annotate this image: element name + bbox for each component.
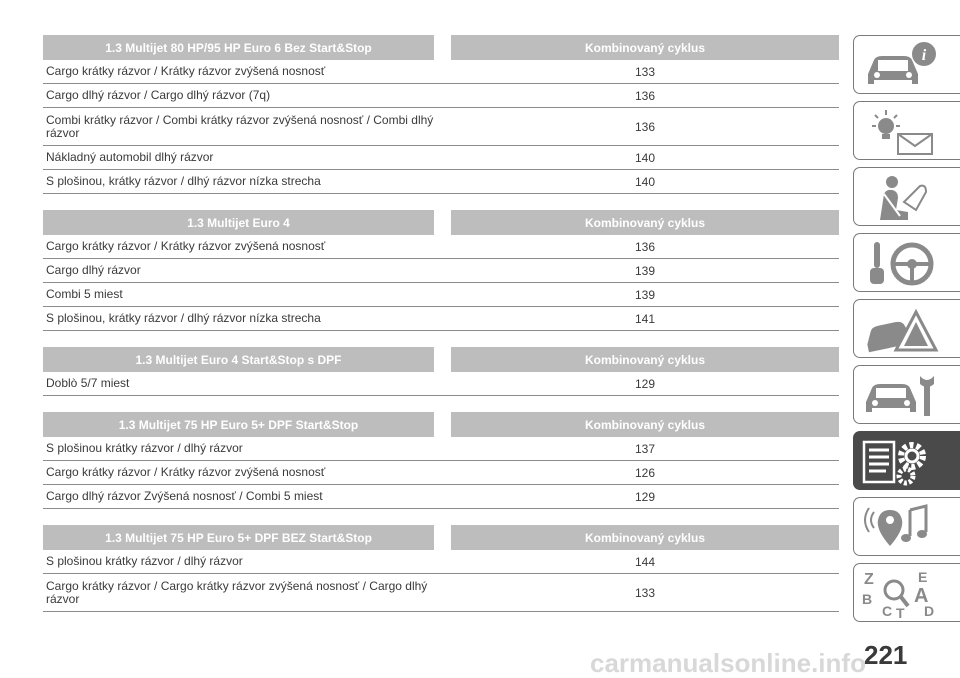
index-letter-b: B bbox=[862, 591, 873, 607]
row-label: S plošinou, krátky rázvor / dlhý rázvor nízka strecha bbox=[46, 311, 321, 325]
row-label: Doblò 5/7 miest bbox=[46, 376, 130, 390]
index-letter-c: C bbox=[882, 603, 893, 619]
table-header bbox=[43, 412, 839, 437]
tab-emergency[interactable] bbox=[853, 299, 960, 358]
row-label: S plošinou krátky rázvor / dlhý rázvor bbox=[46, 554, 243, 568]
tab-car-info[interactable] bbox=[853, 35, 960, 94]
emissions-table bbox=[43, 347, 839, 396]
table-header bbox=[43, 525, 839, 550]
tab-service[interactable] bbox=[853, 365, 960, 424]
table-row bbox=[43, 283, 839, 307]
row-value: 139 bbox=[634, 263, 656, 278]
technical-data-tables bbox=[43, 35, 839, 628]
index-letter-d: D bbox=[924, 603, 935, 619]
row-value: 144 bbox=[634, 554, 656, 569]
table-row bbox=[43, 108, 839, 146]
row-label: Cargo dlhý rázvor bbox=[46, 263, 141, 277]
emissions-table bbox=[43, 525, 839, 612]
table-row bbox=[43, 235, 839, 259]
row-value: 139 bbox=[634, 287, 656, 302]
row-value: 129 bbox=[634, 489, 656, 504]
row-label: Nákladný automobil dlhý rázvor bbox=[46, 150, 214, 164]
row-value: 136 bbox=[634, 88, 656, 103]
table-row bbox=[43, 259, 839, 283]
technical-data-gear-icon bbox=[860, 436, 940, 487]
table-header-engine: 1.3 Multijet Euro 4 Start&Stop s DPF bbox=[43, 347, 434, 372]
table-row bbox=[43, 461, 839, 485]
table-row bbox=[43, 550, 839, 574]
row-label: Cargo krátky rázvor / Krátky rázvor zvýšená nosnosť bbox=[46, 64, 326, 78]
tab-technical-data[interactable] bbox=[853, 431, 960, 490]
tab-safety[interactable] bbox=[853, 167, 960, 226]
row-value: 129 bbox=[634, 376, 656, 391]
page-number: 221 bbox=[864, 640, 908, 670]
seat-airbag-icon bbox=[860, 172, 940, 223]
alphabetical-index-icon bbox=[860, 568, 940, 619]
multimedia-music-icon bbox=[860, 502, 940, 553]
table-row bbox=[43, 170, 839, 194]
tab-warning-lights[interactable] bbox=[853, 101, 960, 160]
row-value: 136 bbox=[634, 119, 656, 134]
table-header-cycle: Kombinovaný cyklus bbox=[451, 210, 839, 235]
svg-text:i: i bbox=[921, 47, 927, 64]
table-header-engine: 1.3 Multijet 75 HP Euro 5+ DPF BEZ Start&Stop bbox=[43, 525, 434, 550]
table-header-cycle: Kombinovaný cyklus bbox=[451, 525, 839, 550]
row-label: Cargo krátky rázvor / Cargo krátky rázvor zvýšená nosnosť / Cargo dlhý rázvor bbox=[46, 578, 428, 606]
row-label: Combi 5 miest bbox=[46, 287, 123, 301]
row-label: Combi krátky rázvor / Combi krátky rázvor zvýšená nosnosť / Combi dlhý rázvor bbox=[46, 112, 434, 140]
warning-light-message-icon bbox=[860, 106, 940, 157]
index-letter-e: E bbox=[918, 569, 928, 585]
table-row bbox=[43, 372, 839, 396]
row-label: Cargo dlhý rázvor / Cargo dlhý rázvor (7q) bbox=[46, 88, 271, 102]
table-row bbox=[43, 60, 839, 84]
row-value: 133 bbox=[634, 64, 656, 79]
index-letter-t: T bbox=[896, 605, 905, 619]
row-label: Cargo krátky rázvor / Krátky rázvor zvýšená nosnosť bbox=[46, 239, 326, 253]
table-header-engine: 1.3 Multijet Euro 4 bbox=[43, 210, 434, 235]
row-value: 137 bbox=[634, 441, 656, 456]
row-value: 126 bbox=[634, 465, 656, 480]
tab-starting-driving[interactable] bbox=[853, 233, 960, 292]
car-service-wrench-icon bbox=[860, 370, 940, 421]
emissions-table bbox=[43, 35, 839, 194]
row-value: 136 bbox=[634, 239, 656, 254]
table-header-cycle: Kombinovaný cyklus bbox=[451, 412, 839, 437]
row-value: 133 bbox=[634, 585, 656, 600]
watermark-text: carmanualsonline.info bbox=[590, 648, 866, 678]
tab-multimedia[interactable] bbox=[853, 497, 960, 556]
row-label: Cargo krátky rázvor / Krátky rázvor zvýšená nosnosť bbox=[46, 465, 326, 479]
table-header bbox=[43, 35, 839, 60]
chapter-tabs bbox=[853, 35, 960, 629]
index-letter-a: A bbox=[914, 585, 929, 607]
table-row bbox=[43, 485, 839, 509]
row-label: S plošinou, krátky rázvor / dlhý rázvor nízka strecha bbox=[46, 174, 321, 188]
table-header-cycle: Kombinovaný cyklus bbox=[451, 347, 839, 372]
emergency-triangle-icon bbox=[860, 304, 940, 355]
table-row bbox=[43, 146, 839, 170]
table-row bbox=[43, 574, 839, 612]
row-label: Cargo dlhý rázvor Zvýšená nosnosť / Combi 5 miest bbox=[46, 489, 323, 503]
row-value: 141 bbox=[634, 311, 656, 326]
table-header-engine: 1.3 Multijet 80 HP/95 HP Euro 6 Bez Start&Stop bbox=[43, 35, 434, 60]
index-letter-z: Z bbox=[864, 571, 874, 588]
table-row bbox=[43, 437, 839, 461]
table-row bbox=[43, 307, 839, 331]
row-value: 140 bbox=[634, 150, 656, 165]
tab-index[interactable] bbox=[853, 563, 960, 622]
row-label: S plošinou krátky rázvor / dlhý rázvor bbox=[46, 441, 243, 455]
table-header bbox=[43, 347, 839, 372]
emissions-table bbox=[43, 412, 839, 509]
car-info-icon bbox=[860, 40, 940, 91]
emissions-table bbox=[43, 210, 839, 331]
key-steering-wheel-icon bbox=[860, 238, 940, 289]
table-header-engine: 1.3 Multijet 75 HP Euro 5+ DPF Start&Stop bbox=[43, 412, 434, 437]
row-value: 140 bbox=[634, 174, 656, 189]
table-row bbox=[43, 84, 839, 108]
table-header-cycle: Kombinovaný cyklus bbox=[451, 35, 839, 60]
table-header bbox=[43, 210, 839, 235]
